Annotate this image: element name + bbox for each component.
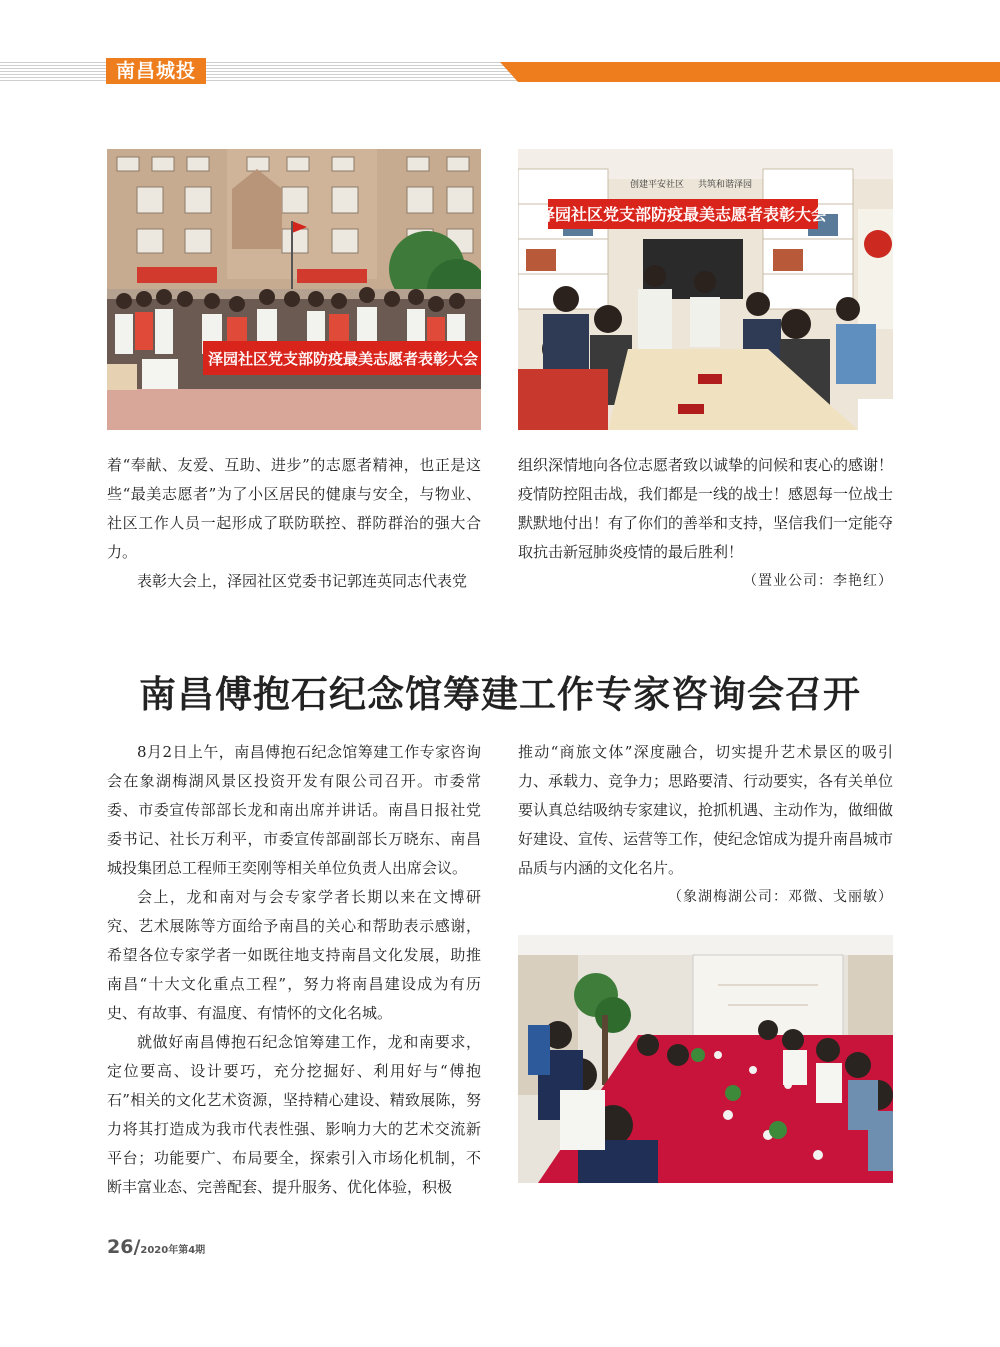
byline: （置业公司：李艳红） — [743, 573, 893, 589]
main-article-right-column — [518, 738, 893, 912]
wall-sign-safe-community: 创建平安社区 — [630, 180, 685, 190]
paragraph: 会上，龙和南对与会专家学者长期以来在文博研究、艺术展陈等方面给予南昌的关心和帮助表示感谢，希望各位专家学者一如既往地支持南昌文化发展，助推南昌“十大文化重点工程”，努力将南昌建设成为有历史、有故事、有温度、有情怀的文化名城。 — [107, 888, 481, 1022]
header-accent-bar — [500, 62, 1000, 82]
paragraph: 表彰大会上，泽园社区党委书记郭连英同志代表党 — [137, 572, 468, 590]
issue-label: 2020年第4期 — [140, 1245, 206, 1256]
page-number: 26/ — [107, 1236, 141, 1258]
paragraph: 8月2日上午，南昌傅抱石纪念馆筹建工作专家咨询会在象湖梅湖风景区投资开发有限公司召开。市委常委、市委宣传部部长龙和南出席并讲话。南昌日报社党委书记、社长万利平，市委宣传部副部长万晓东、南昌城投集团总工程师王奕刚等相关单位负责人出席会议。 — [107, 743, 481, 877]
top-article-left-column — [107, 451, 481, 596]
paragraph: 着“奉献、友爱、互助、进步”的志愿者精神，也正是这些“最美志愿者”为了小区居民的健康与安全，与物业、社区工作人员一起形成了联防联控、群防群治的强大合力。 — [107, 456, 481, 561]
byline: （象湖梅湖公司：邓微、戈丽敏） — [668, 889, 893, 905]
top-article-right-column — [518, 451, 893, 596]
paragraph: 组织深情地向各位志愿者致以诚挚的问候和衷心的感谢！疫情防控阻击战，我们都是一线的战士！感恩每一位战士默默地付出！有了你们的善举和支持，坚信我们一定能夺取抗击新冠肺炎疫情的最后胜利！ — [518, 456, 894, 561]
wall-sign-harmony: 共筑和谐泽园 — [698, 180, 753, 190]
section-label: 南昌城投 — [106, 58, 206, 84]
page-folio — [107, 1236, 205, 1258]
article-headline: 南昌傅抱石纪念馆筹建工作专家咨询会召开 — [139, 673, 861, 716]
main-article-left-column — [107, 738, 481, 1202]
photo-ceremony-indoor — [518, 149, 893, 430]
photo-left-banner-text: 泽园社区党支部防疫最美志愿者表彰大会 — [207, 350, 479, 368]
header-stripes — [0, 62, 520, 82]
paragraph: 推动“商旅文体”深度融合，切实提升艺术景区的吸引力、承载力、竞争力；思路要清、行动要实，各有关单位要认真总结吸纳专家建议，抢抓机遇、主动作为，做细做好建设、宣传、运营等工作，使纪念馆成为提升南昌城市品质与内涵的文化名片。 — [518, 743, 894, 877]
photo-right-banner-text: 泽园社区党支部防疫最美志愿者表彰大会 — [538, 205, 828, 224]
paragraph: 就做好南昌傅抱石纪念馆筹建工作，龙和南要求，定位要高、设计要巧，充分挖掘好、利用好与“傅抱石”相关的文化艺术资源，坚持精心建设、精致展陈，努力将其打造成为我市代表性强、影响力大的艺术交流新平台；功能要广、布局要全，探索引入市场化机制，不断丰富业态、完善配套、提升服务、优化体验，积极 — [107, 1033, 481, 1196]
photo-expert-meeting — [518, 935, 893, 1183]
photo-volunteers-outdoor — [107, 149, 481, 430]
